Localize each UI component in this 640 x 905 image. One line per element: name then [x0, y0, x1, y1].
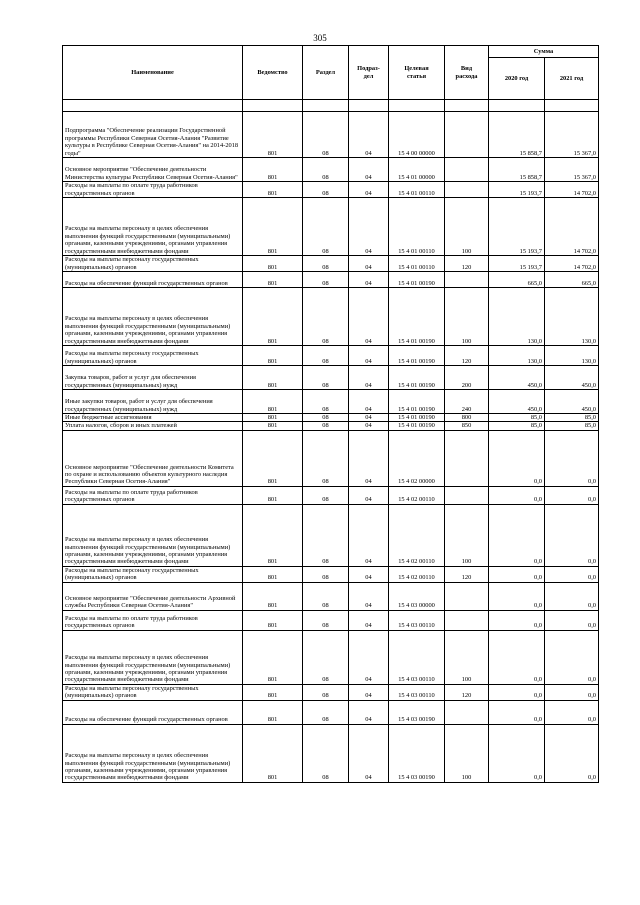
row-target-article: 15 4 03 00110: [389, 610, 445, 630]
header-expense-type: Вид расхода: [445, 46, 489, 100]
row-name: Расходы на выплаты персоналу в целях обеспечения выполнения функций государственными (муниципальными) органами, казенными учреждениями, органами управления государственными внебюджетными фондами: [63, 504, 243, 566]
row-section: 08: [303, 158, 349, 182]
row-expense-type: 120: [445, 256, 489, 272]
row-amount-2021: 0,0: [545, 630, 599, 684]
row-name: Расходы на обеспечение функций государственных органов: [63, 272, 243, 288]
row-target-article: 15 4 02 00110: [389, 486, 445, 504]
row-name: Иные закупки товаров, работ и услуг для обеспечения государственных (муниципальных) нужд: [63, 390, 243, 414]
row-subsection: 04: [349, 486, 389, 504]
row-department: 801: [243, 582, 303, 610]
row-expense-type: 800: [445, 414, 489, 422]
row-section: 08: [303, 486, 349, 504]
row-amount-2020: 0,0: [489, 684, 545, 700]
row-expense-type: [445, 112, 489, 158]
table-row: [63, 158, 599, 182]
row-subsection: 04: [349, 582, 389, 610]
row-target-article: 15 4 01 00190: [389, 272, 445, 288]
row-subsection: 04: [349, 724, 389, 782]
row-section: 08: [303, 112, 349, 158]
table-row: [63, 182, 599, 198]
row-subsection: 04: [349, 346, 389, 366]
row-section: 08: [303, 182, 349, 198]
row-department: 801: [243, 256, 303, 272]
row-target-article: 15 4 02 00000: [389, 430, 445, 486]
header-sum: Сумма: [489, 46, 599, 58]
row-amount-2020: 450,0: [489, 390, 545, 414]
row-name: Уплата налогов, сборов и иных платежей: [63, 422, 243, 430]
header-subsection: Подраз- дел: [349, 46, 389, 100]
row-expense-type: [445, 582, 489, 610]
row-department: 801: [243, 182, 303, 198]
row-name: Расходы на выплаты персоналу в целях обеспечения выполнения функций государственными (муниципальными) органами, казенными учреждениями, органами управления государственными внебюджетными фондами: [63, 198, 243, 256]
row-target-article: 15 4 03 00000: [389, 582, 445, 610]
row-expense-type: 120: [445, 684, 489, 700]
row-name: Расходы на выплаты персоналу в целях обеспечения выполнения функций государственными (муниципальными) органами, казенными учреждениями, органами управления государственными внебюджетными фондами: [63, 724, 243, 782]
row-amount-2020: 0,0: [489, 486, 545, 504]
row-target-article: 15 4 00 00000: [389, 112, 445, 158]
row-name: Расходы на выплаты персоналу государственных (муниципальных) органов: [63, 256, 243, 272]
row-target-article: 15 4 02 00110: [389, 504, 445, 566]
row-expense-type: 100: [445, 504, 489, 566]
header-section: Раздел: [303, 46, 349, 100]
row-section: 08: [303, 414, 349, 422]
row-amount-2020: 85,0: [489, 422, 545, 430]
row-name: Расходы на выплаты по оплате труда работников государственных органов: [63, 486, 243, 504]
row-subsection: 04: [349, 566, 389, 582]
table-row: [63, 610, 599, 630]
row-amount-2020: 15 858,7: [489, 158, 545, 182]
header-department: Ведомство: [243, 46, 303, 100]
row-subsection: 04: [349, 430, 389, 486]
table-row: [63, 566, 599, 582]
row-amount-2020: 130,0: [489, 288, 545, 346]
row-subsection: 04: [349, 112, 389, 158]
row-amount-2020: 0,0: [489, 700, 545, 724]
row-amount-2021: 15 367,0: [545, 158, 599, 182]
header-year-2020: 2020 год: [489, 58, 545, 100]
table-row: [63, 112, 599, 158]
row-target-article: 15 4 01 00190: [389, 366, 445, 390]
row-target-article: 15 4 01 00000: [389, 158, 445, 182]
row-amount-2020: 0,0: [489, 430, 545, 486]
table-row: [63, 414, 599, 422]
row-expense-type: 120: [445, 566, 489, 582]
table-row: [63, 256, 599, 272]
table-row: [63, 504, 599, 566]
row-expense-type: 120: [445, 346, 489, 366]
row-subsection: 04: [349, 504, 389, 566]
row-amount-2021: 0,0: [545, 504, 599, 566]
row-amount-2021: 85,0: [545, 414, 599, 422]
row-subsection: 04: [349, 288, 389, 346]
row-department: 801: [243, 724, 303, 782]
row-amount-2021: 450,0: [545, 390, 599, 414]
row-amount-2021: 0,0: [545, 700, 599, 724]
row-section: 08: [303, 610, 349, 630]
row-amount-2020: 665,0: [489, 272, 545, 288]
row-amount-2021: 0,0: [545, 582, 599, 610]
row-amount-2021: 85,0: [545, 422, 599, 430]
row-target-article: 15 4 02 00110: [389, 566, 445, 582]
row-amount-2020: 15 858,7: [489, 112, 545, 158]
row-amount-2021: 130,0: [545, 346, 599, 366]
row-amount-2020: 0,0: [489, 610, 545, 630]
header-year-2021: 2021 год: [545, 58, 599, 100]
row-section: 08: [303, 390, 349, 414]
row-subsection: 04: [349, 684, 389, 700]
row-department: 801: [243, 346, 303, 366]
row-subsection: 04: [349, 610, 389, 630]
row-department: 801: [243, 630, 303, 684]
row-section: 08: [303, 504, 349, 566]
row-target-article: 15 4 01 00110: [389, 256, 445, 272]
row-section: 08: [303, 272, 349, 288]
table-row: [63, 700, 599, 724]
row-amount-2021: 14 702,0: [545, 256, 599, 272]
row-department: 801: [243, 272, 303, 288]
row-department: 801: [243, 684, 303, 700]
row-name: Расходы на выплаты по оплате труда работников государственных органов: [63, 610, 243, 630]
row-subsection: 04: [349, 414, 389, 422]
row-expense-type: 100: [445, 630, 489, 684]
table-row: [63, 366, 599, 390]
row-amount-2021: 0,0: [545, 610, 599, 630]
row-amount-2020: 15 193,7: [489, 182, 545, 198]
row-department: 801: [243, 198, 303, 256]
header-spacer-row: [63, 100, 599, 112]
row-section: 08: [303, 430, 349, 486]
row-department: 801: [243, 158, 303, 182]
table-row: [63, 486, 599, 504]
row-amount-2021: 130,0: [545, 288, 599, 346]
row-amount-2021: 0,0: [545, 724, 599, 782]
row-subsection: 04: [349, 390, 389, 414]
row-expense-type: 240: [445, 390, 489, 414]
row-amount-2020: 85,0: [489, 414, 545, 422]
row-name: Расходы на выплаты персоналу государственных (муниципальных) органов: [63, 566, 243, 582]
row-target-article: 15 4 03 00110: [389, 630, 445, 684]
row-department: 801: [243, 700, 303, 724]
row-expense-type: [445, 700, 489, 724]
row-amount-2021: 14 702,0: [545, 198, 599, 256]
row-subsection: 04: [349, 198, 389, 256]
row-section: 08: [303, 582, 349, 610]
row-section: 08: [303, 198, 349, 256]
row-section: 08: [303, 630, 349, 684]
row-target-article: 15 4 03 00190: [389, 700, 445, 724]
table-row: [63, 582, 599, 610]
row-subsection: 04: [349, 272, 389, 288]
table-row: [63, 630, 599, 684]
row-target-article: 15 4 01 00190: [389, 346, 445, 366]
row-target-article: 15 4 01 00190: [389, 390, 445, 414]
table-row: [63, 288, 599, 346]
row-section: 08: [303, 566, 349, 582]
table-row: [63, 430, 599, 486]
row-expense-type: 100: [445, 198, 489, 256]
row-department: 801: [243, 390, 303, 414]
row-amount-2020: 0,0: [489, 504, 545, 566]
row-expense-type: 100: [445, 288, 489, 346]
row-target-article: 15 4 01 00190: [389, 288, 445, 346]
row-section: 08: [303, 366, 349, 390]
table-body: [63, 112, 599, 783]
page-number: 305: [313, 33, 327, 43]
table-row: [63, 198, 599, 256]
row-name: Расходы на выплаты персоналу в целях обеспечения выполнения функций государственными (муниципальными) органами, казенными учреждениями, органами управления государственными внебюджетными фондами: [63, 288, 243, 346]
row-amount-2020: 0,0: [489, 724, 545, 782]
row-amount-2020: 15 193,7: [489, 198, 545, 256]
row-department: 801: [243, 422, 303, 430]
row-target-article: 15 4 01 00110: [389, 182, 445, 198]
row-department: 801: [243, 112, 303, 158]
row-name: Иные бюджетные ассигнования: [63, 414, 243, 422]
row-subsection: 04: [349, 366, 389, 390]
row-section: 08: [303, 700, 349, 724]
row-subsection: 04: [349, 422, 389, 430]
row-section: 08: [303, 422, 349, 430]
row-amount-2021: 0,0: [545, 566, 599, 582]
header-name: Наименование: [63, 46, 243, 100]
row-expense-type: [445, 610, 489, 630]
row-department: 801: [243, 414, 303, 422]
row-expense-type: [445, 430, 489, 486]
row-section: 08: [303, 288, 349, 346]
row-name: Подпрограмма "Обеспечение реализации Государственной программы Республики Северная Осетия-Алания "Развитие культуры в Республике Северная Осетия-Алания" на 2014-2018 годы": [63, 112, 243, 158]
row-amount-2020: 0,0: [489, 630, 545, 684]
row-expense-type: 850: [445, 422, 489, 430]
row-expense-type: [445, 486, 489, 504]
table-row: [63, 684, 599, 700]
row-amount-2021: 0,0: [545, 430, 599, 486]
row-department: 801: [243, 366, 303, 390]
row-name: Расходы на выплаты персоналу в целях обеспечения выполнения функций государственными (муниципальными) органами, казенными учреждениями, органами управления государственными внебюджетными фондами: [63, 630, 243, 684]
row-target-article: 15 4 01 00110: [389, 198, 445, 256]
row-department: 801: [243, 504, 303, 566]
row-target-article: 15 4 03 00190: [389, 724, 445, 782]
row-amount-2020: 15 193,7: [489, 256, 545, 272]
row-target-article: 15 4 01 00190: [389, 414, 445, 422]
table-row: [63, 346, 599, 366]
row-amount-2021: 0,0: [545, 486, 599, 504]
row-amount-2020: 450,0: [489, 366, 545, 390]
row-section: 08: [303, 346, 349, 366]
table-row: [63, 272, 599, 288]
row-subsection: 04: [349, 158, 389, 182]
row-subsection: 04: [349, 182, 389, 198]
row-name: Расходы на выплаты персоналу государственных (муниципальных) органов: [63, 684, 243, 700]
row-amount-2020: 0,0: [489, 582, 545, 610]
table-row: [63, 390, 599, 414]
row-name: Расходы на выплаты по оплате труда работников государственных органов: [63, 182, 243, 198]
row-expense-type: [445, 158, 489, 182]
row-expense-type: 200: [445, 366, 489, 390]
row-section: 08: [303, 256, 349, 272]
row-name: Основное мероприятие "Обеспечение деятельности Министерства культуры Республики Северная Осетия-Алания": [63, 158, 243, 182]
row-expense-type: [445, 182, 489, 198]
row-name: Закупка товаров, работ и услуг для обеспечения государственных (муниципальных) нужд: [63, 366, 243, 390]
row-department: 801: [243, 486, 303, 504]
budget-table: [62, 45, 599, 783]
row-name: Расходы на выплаты персоналу государственных (муниципальных) органов: [63, 346, 243, 366]
row-name: Основное мероприятие "Обеспечение деятельности Архивной службы Республики Северная Осетия-Алания": [63, 582, 243, 610]
row-name: Расходы на обеспечение функций государственных органов: [63, 700, 243, 724]
table-row: [63, 422, 599, 430]
row-department: 801: [243, 430, 303, 486]
row-expense-type: 100: [445, 724, 489, 782]
row-department: 801: [243, 610, 303, 630]
row-name: Основное мероприятие "Обеспечение деятельности Комитета по охране и использованию объектов культурного наследия Республики Северная Осетия-Алания": [63, 430, 243, 486]
row-amount-2021: 450,0: [545, 366, 599, 390]
row-section: 08: [303, 684, 349, 700]
row-amount-2020: 0,0: [489, 566, 545, 582]
row-subsection: 04: [349, 256, 389, 272]
row-expense-type: [445, 272, 489, 288]
row-amount-2020: 130,0: [489, 346, 545, 366]
row-subsection: 04: [349, 630, 389, 684]
row-amount-2021: 665,0: [545, 272, 599, 288]
row-target-article: 15 4 01 00190: [389, 422, 445, 430]
row-target-article: 15 4 03 00110: [389, 684, 445, 700]
header-target-article: Целевая статья: [389, 46, 445, 100]
row-amount-2021: 15 367,0: [545, 112, 599, 158]
table-row: [63, 724, 599, 782]
row-amount-2021: 0,0: [545, 684, 599, 700]
row-department: 801: [243, 288, 303, 346]
row-amount-2021: 14 702,0: [545, 182, 599, 198]
row-department: 801: [243, 566, 303, 582]
row-subsection: 04: [349, 700, 389, 724]
row-section: 08: [303, 724, 349, 782]
